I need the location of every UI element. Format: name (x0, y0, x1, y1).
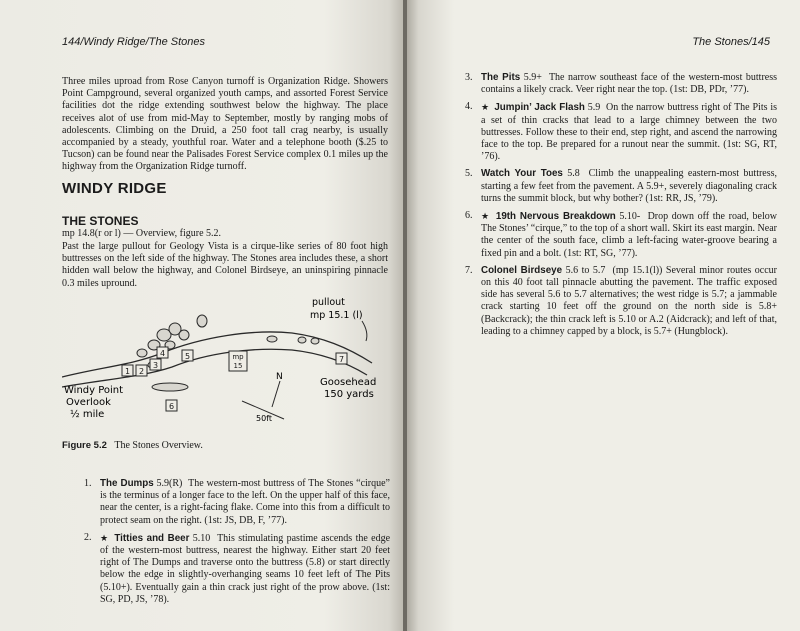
route-number: 1. (84, 478, 92, 489)
figure-caption-text: The Stones Overview. (114, 440, 203, 451)
route-description: This stimulating pastime ascends the edge of the western-most buttress, nearest the highway. Either start 20 feet right of The Dumps and traverse onto the buttress (5.8) or start directly below the edge in slightly-overhanging seams 10 feet left of The Pits (5.10+). Eventually gain a thin crack just right of the prow above. (1st: SG, PD, JS, ’78). (100, 532, 391, 605)
route-number: 5. (465, 168, 473, 180)
route-description: Drop down off the road, below The Stones’ “cirque,” to the top of a short wall. Skirt its east margin. Near the center of the south face, climb a left-facing water-groove bearing a fixed pin and a bolt. (1st: RT, SG, ’77). (481, 211, 777, 259)
route-number: 4. (465, 101, 473, 113)
route-number: 6. (465, 210, 473, 222)
route-box-1-label: 1 (124, 367, 131, 376)
route-grade: 5.8 (562, 168, 580, 180)
goosehead-label: Goosehead (320, 377, 377, 388)
section-title: WINDY RIDGE (62, 180, 167, 197)
mp15-label-bottom: 15 (233, 362, 243, 370)
route-grade: 5.9+ (520, 72, 542, 83)
area-title: THE STONES (62, 214, 139, 228)
route-name: Colonel Birdseye (481, 264, 563, 276)
route-number: 2. (84, 531, 92, 543)
route-item (84, 478, 390, 527)
route-description: Climb the unappealing eastern-most buttress, starting a few feet from the pavement. A 5.9+, severely diagonaling crack turns the summit block, but why bother? (1st: RR, JS, ’79). (481, 168, 778, 204)
area-location: mp 14.8(r or l) — Overview, figure 5.2. (62, 228, 222, 239)
route-grade: 5.10 (189, 532, 211, 544)
route-item (465, 72, 777, 96)
route-box-5-label: 5 (184, 352, 191, 361)
mp15-label-top: mp (232, 353, 244, 361)
star-icon: ★ (481, 102, 490, 113)
route-name: The Pits (481, 72, 521, 83)
route-grade: 5.9 (584, 102, 601, 114)
route-grade: 5.6 to 5.7 (562, 264, 606, 276)
route-box-2-label: 2 (138, 367, 145, 376)
route-description: On the narrow buttress right of The Pits is a set of thin cracks that lead to a large chimney between the two buttresses. Follow these to their end, step right, and ascend the narrowing face to the top. Be prepared for a runout near the summit. (1st: SG, RT, ’76). (481, 102, 778, 163)
route-item (465, 210, 777, 260)
right-page (407, 0, 800, 631)
pullout-arrow (362, 321, 367, 341)
route-name: Watch Your Toes (481, 168, 563, 180)
pullout-label: pullout (312, 297, 345, 308)
route-description: (mp 15.1(l)) Several minor routes occur on this 40 foot tall pinnacle abutting the pavement. The traffic exposed side has several 5.6 to 5.7 alternatives; the west ridge is 5.7; a jammable crack starting 10 feet off the ground on the north side is 5.8+ (Backcrack); the thin crack left is 5.10 or A.2 (Aidcrack); and left of that, leading to a chimney capped by a block, is 5.7+ (Hungblock). (481, 264, 778, 337)
scale-label: 50ft (256, 414, 272, 423)
route-name: Jumpin’ Jack Flash (494, 102, 585, 114)
route-grade: 5.10- (615, 211, 641, 223)
right-route-list (465, 72, 777, 343)
route-name: The Dumps (100, 478, 154, 489)
area-description: Past the large pullout for Geology Vista is a cirque-like series of 80 foot high buttresses on the left side of the highway. The Stones area includes these, a short hidden wall below the highway, and Colonel Birdseye, an uninspiring pinnacle 0.3 miles upround. (62, 241, 388, 289)
route-box-6-label: 6 (168, 402, 175, 411)
route-box-7-label: 7 (338, 355, 345, 364)
north-label: N (276, 372, 283, 382)
route-description: The western-most buttress of The Stones “cirque” is the terminus of a longer face to the left. On the upper half of this face, near the center, is a right-facing flake. Come into this from a difficult to protect seam on the right. (1st: JS, DB, F, ’77). (100, 478, 390, 526)
star-icon: ★ (100, 532, 109, 543)
route-description: The narrow southeast face of the western-most buttress contains a likely crack. Veer right near the top. (1st: DB, PDr, ’77). (481, 72, 778, 96)
route-box-3-label: 3 (152, 361, 159, 370)
intro-paragraph: Three miles uproad from Rose Canyon turnoff is Organization Ridge. Showers Point Campground, several organized youth camps, and assorted Forest Service facilities dot the ridge extending southwest below the highway. The place receives alot of use from mid-May to September, mostly by ranging mobs of adolescents. Climbing on the Druid, a 250 foot tall crag nearby, is usually accompanied by a steady, youthful roar. Water and a telephone booth ($.25 to Tucson) can be found near the Palisades Forest Service complex 0.1 miles up the highway from the Organization Ridge turnoff. (62, 76, 388, 173)
mp151-label: mp 15.1 (l) (310, 310, 363, 321)
route-name: Titties and Beer (114, 532, 190, 544)
figure-caption-label: Figure 5.2 (62, 440, 107, 451)
windy-point-label: Windy Point (64, 385, 124, 396)
route-item (84, 532, 390, 606)
route-grade: 5.9(R) (153, 478, 183, 489)
route-item (465, 168, 777, 205)
left-page-header: 144/Windy Ridge/The Stones (62, 36, 205, 48)
figure-caption (62, 440, 203, 451)
star-icon: ★ (481, 211, 491, 222)
route-number: 7. (465, 264, 473, 276)
half-mile-label: ½ mile (70, 409, 105, 420)
north-arrow-icon (272, 381, 280, 407)
route-box-4-label: 4 (159, 349, 166, 358)
route-name: 19th Nervous Breakdown (495, 211, 616, 223)
right-page-header: The Stones/145 (692, 36, 770, 48)
overlook-label: Overlook (66, 397, 111, 408)
route-item (465, 265, 777, 338)
left-route-list (84, 478, 390, 611)
overview-map (62, 295, 382, 430)
route-item (465, 101, 777, 163)
goosehead-distance-label: 150 yards (324, 389, 374, 400)
route-number: 3. (465, 72, 473, 83)
